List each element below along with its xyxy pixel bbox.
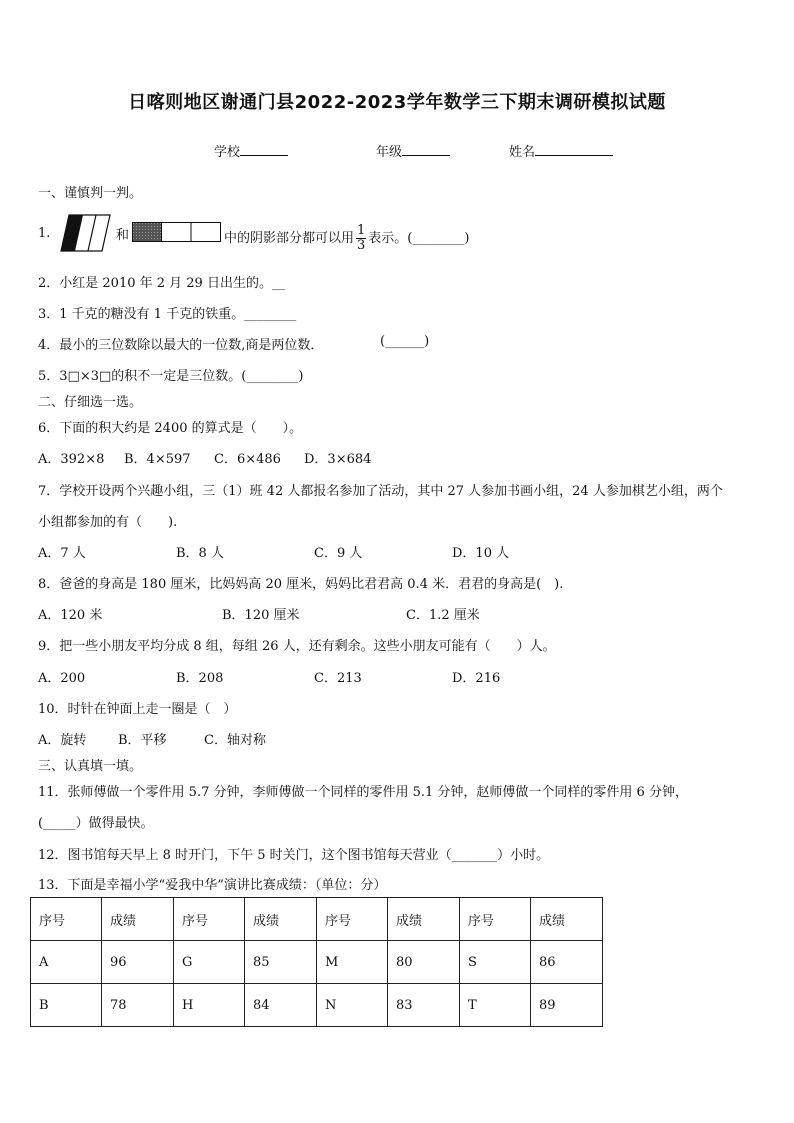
grade-field [376, 141, 450, 160]
table-cell: S [460, 941, 531, 984]
parallelogram-figure [60, 213, 112, 253]
q9-option-c[interactable]: C．213 [314, 671, 362, 686]
q6-option-c[interactable]: C．6×486 [214, 452, 281, 467]
q8-option-a[interactable]: A．120 米 [38, 608, 103, 623]
q1-statement: 中的阴影部分都可以用 [224, 231, 355, 246]
table-cell: T [460, 984, 531, 1027]
grade-blank[interactable] [402, 142, 450, 156]
q1-number: 1. [38, 226, 51, 241]
q10-option-a[interactable]: A．旋转 [38, 733, 87, 748]
table-cell: N [317, 984, 388, 1027]
table-cell: 80 [388, 941, 460, 984]
table-header-cell: 序号 [31, 898, 102, 941]
question-11-line1: 11．张师傅做一个零件用 5.7 分钟，李师傅做一个同样的零件用 5.1 分钟，赵师傅做一个同样的零件用 6 分钟， [38, 785, 688, 800]
question-2: 2．小红是 2010 年 2 月 29 日出生的。__ [38, 276, 285, 291]
q7-option-c[interactable]: C．9 人 [314, 546, 363, 561]
grade-label: 年级 [376, 145, 403, 160]
q6-option-d[interactable]: D．3×684 [304, 452, 372, 467]
q6-option-b[interactable]: B．4×597 [124, 452, 191, 467]
fraction-one-third [356, 224, 366, 253]
school-blank[interactable] [240, 142, 288, 156]
name-blank[interactable] [535, 142, 613, 156]
page-title: 日喀则地区谢通门县2022-2023学年数学三下期末调研模拟试题 [128, 92, 666, 113]
table-cell: 83 [388, 984, 460, 1027]
table-header-cell: 成绩 [245, 898, 317, 941]
question-12: 12．图书馆每天早上 8 时开门，下午 5 时关门，这个图书馆每天营业（_______）小时。 [38, 848, 550, 863]
question-7-line2: 小组都参加的有（ ). [38, 515, 178, 530]
q7-option-a[interactable]: A．7 人 [38, 546, 86, 561]
table-cell: H [174, 984, 245, 1027]
q6-option-a[interactable]: A．392×8 [38, 452, 105, 467]
table-cell: 89 [531, 984, 603, 1027]
question-7-line1: 7．学校开设两个兴趣小组，三（1）班 42 人都报名参加了活动，其中 27 人参加书画小组，24 人参加棋艺小组，两个 [38, 484, 723, 499]
q4-answer-blank[interactable]: (______) [380, 334, 430, 349]
table-cell: 85 [245, 941, 317, 984]
table-header-cell: 成绩 [388, 898, 460, 941]
section2-heading: 二、仔细选一选。 [38, 395, 143, 410]
question-13: 13．下面是幸福小学“爱我中华”演讲比赛成绩：（单位：分） [38, 878, 387, 893]
table-cell: 96 [102, 941, 174, 984]
question-10: 10．时针在钟面上走一圈是（ ） [38, 702, 237, 717]
question-9: 9．把一些小朋友平均分成 8 组，每组 26 人，还有剩余。这些小朋友可能有（ ）人。 [38, 639, 556, 654]
score-table [30, 897, 603, 1027]
q8-option-b[interactable]: B．120 厘米 [222, 608, 300, 623]
fraction-denominator: 3 [357, 238, 366, 253]
fraction-numerator: 1 [357, 223, 366, 238]
table-header-cell: 成绩 [531, 898, 603, 941]
table-cell: A [31, 941, 102, 984]
school-label: 学校 [214, 145, 241, 160]
question-8: 8．爸爸的身高是 180 厘米，比妈妈高 20 厘米，妈妈比君君高 0.4 米．君君的身高是( ). [38, 577, 564, 592]
q9-option-b[interactable]: B．208 [176, 671, 224, 686]
question-5: 5．3□×3□的积不一定是三位数。(________) [38, 369, 304, 384]
q8-option-c[interactable]: C．1.2 厘米 [406, 608, 480, 623]
section1-heading: 一、谨慎判一判。 [38, 186, 143, 201]
name-label: 姓名 [509, 145, 536, 160]
table-row [31, 984, 603, 1027]
table-header-cell: 序号 [460, 898, 531, 941]
q7-option-d[interactable]: D．10 人 [452, 546, 510, 561]
q9-option-a[interactable]: A．200 [38, 671, 86, 686]
table-header-cell: 成绩 [102, 898, 174, 941]
q7-option-b[interactable]: B．8 人 [176, 546, 224, 561]
table-cell: 78 [102, 984, 174, 1027]
school-field [214, 141, 288, 160]
question-3: 3．1 千克的糖没有 1 千克的铁重。________ [38, 307, 297, 322]
question-11-line2: (_____）做得最快。 [38, 816, 154, 831]
table-cell: 86 [531, 941, 603, 984]
strip-figure [132, 222, 222, 243]
q9-option-d[interactable]: D．216 [452, 671, 501, 686]
table-cell: 84 [245, 984, 317, 1027]
table-header-cell: 序号 [174, 898, 245, 941]
q10-option-c[interactable]: C．轴对称 [204, 733, 266, 748]
table-row [31, 941, 603, 984]
question-4: 4．最小的三位数除以最大的一位数,商是两位数． [38, 338, 324, 353]
name-field [509, 141, 613, 160]
q1-answer-blank[interactable]: 表示。(________) [368, 231, 470, 246]
section3-heading: 三、认真填一填。 [38, 759, 143, 774]
q10-option-b[interactable]: B．平移 [118, 733, 167, 748]
question-6: 6．下面的积大约是 2400 的算式是（ ）。 [38, 421, 303, 436]
table-cell: B [31, 984, 102, 1027]
table-header-row [31, 898, 603, 941]
table-cell: G [174, 941, 245, 984]
table-cell: M [317, 941, 388, 984]
table-header-cell: 序号 [317, 898, 388, 941]
q1-text [224, 224, 469, 253]
q1-and: 和 [116, 228, 130, 243]
